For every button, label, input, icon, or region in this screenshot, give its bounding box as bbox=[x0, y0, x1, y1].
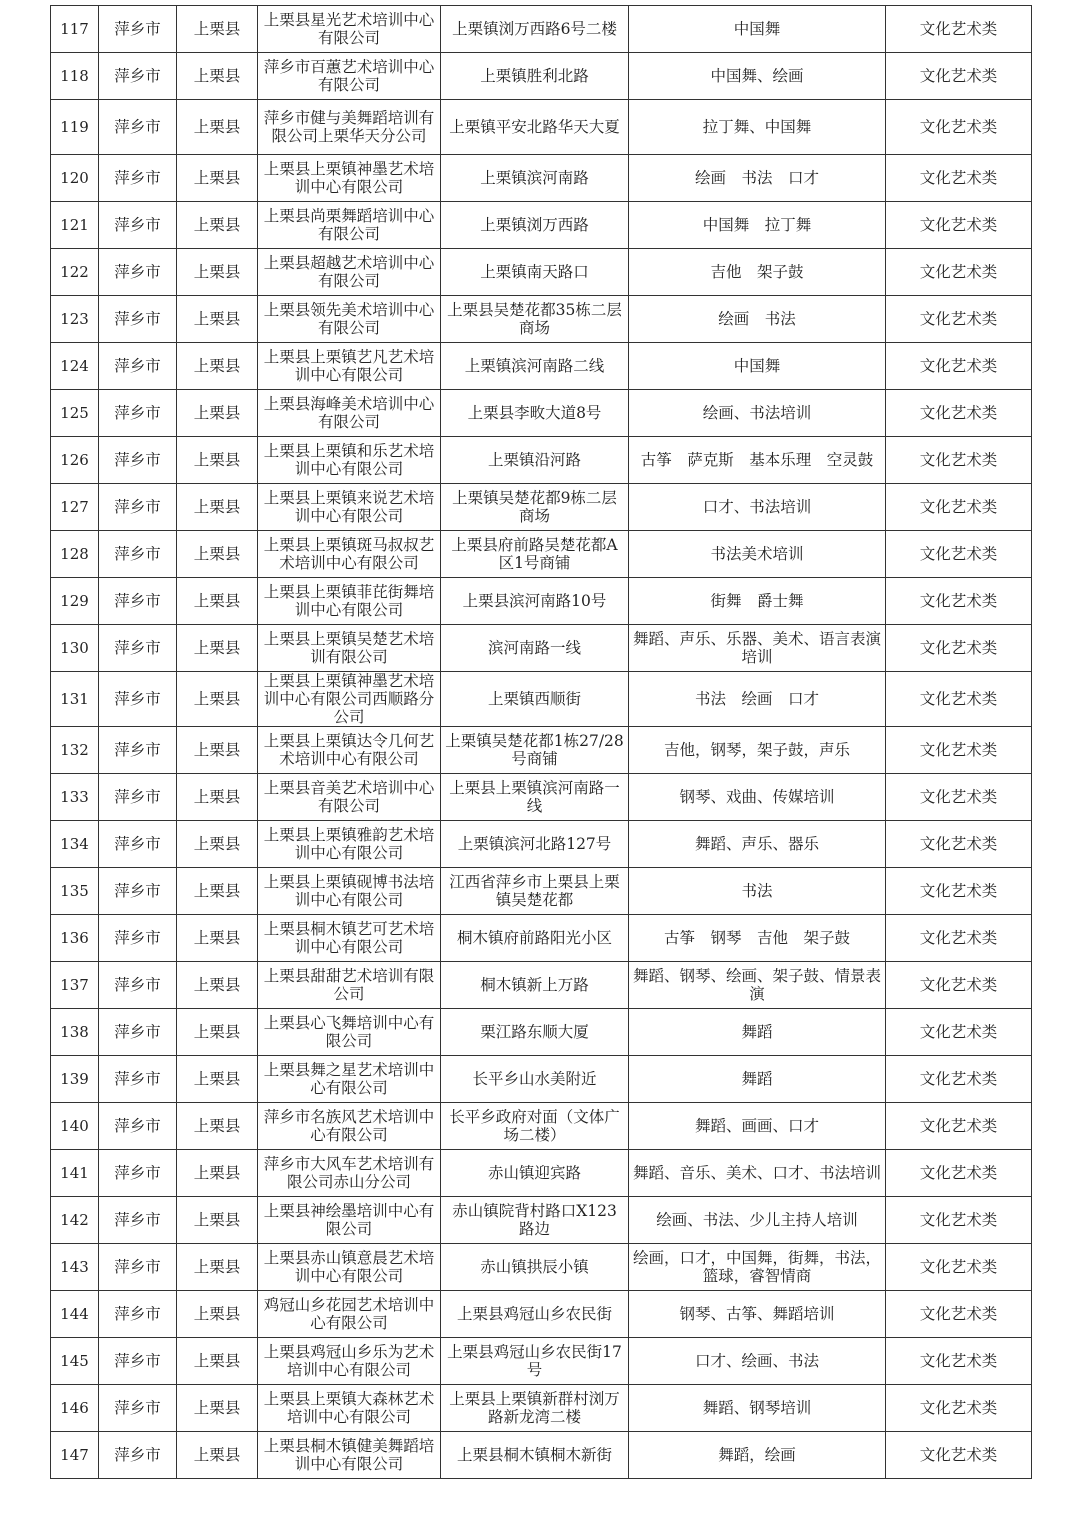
cell-county: 上栗县 bbox=[177, 249, 258, 296]
cell-city: 萍乡市 bbox=[99, 625, 177, 672]
cell-training-content: 吉他，钢琴，架子鼓，声乐 bbox=[629, 727, 886, 774]
cell-category: 文化艺术类 bbox=[886, 100, 1032, 155]
cell-institution-name: 上栗县上栗镇达令几何艺术培训中心有限公司 bbox=[258, 727, 441, 774]
cell-city: 萍乡市 bbox=[99, 821, 177, 868]
cell-city: 萍乡市 bbox=[99, 1432, 177, 1479]
cell-row-number: 131 bbox=[51, 672, 99, 727]
cell-address: 长平乡山水美附近 bbox=[441, 1056, 629, 1103]
cell-category: 文化艺术类 bbox=[886, 868, 1032, 915]
cell-institution-name: 上栗县甜甜艺术培训有限公司 bbox=[258, 962, 441, 1009]
cell-institution-name: 上栗县上栗镇和乐艺术培训中心有限公司 bbox=[258, 437, 441, 484]
cell-training-content: 书法美术培训 bbox=[629, 531, 886, 578]
cell-county: 上栗县 bbox=[177, 53, 258, 100]
cell-city: 萍乡市 bbox=[99, 774, 177, 821]
cell-city: 萍乡市 bbox=[99, 202, 177, 249]
cell-institution-name: 上栗县上栗镇艺凡艺术培训中心有限公司 bbox=[258, 343, 441, 390]
cell-city: 萍乡市 bbox=[99, 6, 177, 53]
table-row bbox=[51, 1056, 1032, 1103]
cell-row-number: 134 bbox=[51, 821, 99, 868]
cell-row-number: 147 bbox=[51, 1432, 99, 1479]
cell-training-content: 口才、绘画、书法 bbox=[629, 1338, 886, 1385]
cell-institution-name: 上栗县上栗镇神墨艺术培训中心有限公司 bbox=[258, 155, 441, 202]
cell-row-number: 144 bbox=[51, 1291, 99, 1338]
cell-training-content: 口才、书法培训 bbox=[629, 484, 886, 531]
cell-category: 文化艺术类 bbox=[886, 578, 1032, 625]
cell-institution-name: 萍乡市健与美舞蹈培训有限公司上栗华天分公司 bbox=[258, 100, 441, 155]
cell-county: 上栗县 bbox=[177, 1385, 258, 1432]
cell-address: 赤山镇拱辰小镇 bbox=[441, 1244, 629, 1291]
cell-training-content: 绘画、书法培训 bbox=[629, 390, 886, 437]
cell-row-number: 135 bbox=[51, 868, 99, 915]
cell-row-number: 138 bbox=[51, 1009, 99, 1056]
cell-city: 萍乡市 bbox=[99, 1338, 177, 1385]
cell-institution-name: 上栗县赤山镇意晨艺术培训中心有限公司 bbox=[258, 1244, 441, 1291]
cell-category: 文化艺术类 bbox=[886, 249, 1032, 296]
cell-address: 上栗镇沿河路 bbox=[441, 437, 629, 484]
cell-city: 萍乡市 bbox=[99, 578, 177, 625]
cell-institution-name: 鸡冠山乡花园艺术培训中心有限公司 bbox=[258, 1291, 441, 1338]
cell-institution-name: 上栗县上栗镇菲芘街舞培训中心有限公司 bbox=[258, 578, 441, 625]
cell-training-content: 舞蹈，绘画 bbox=[629, 1432, 886, 1479]
table-row bbox=[51, 1244, 1032, 1291]
cell-institution-name: 上栗县领先美术培训中心有限公司 bbox=[258, 296, 441, 343]
cell-county: 上栗县 bbox=[177, 531, 258, 578]
cell-county: 上栗县 bbox=[177, 1338, 258, 1385]
cell-row-number: 124 bbox=[51, 343, 99, 390]
cell-row-number: 139 bbox=[51, 1056, 99, 1103]
cell-row-number: 126 bbox=[51, 437, 99, 484]
table-row bbox=[51, 6, 1032, 53]
cell-row-number: 136 bbox=[51, 915, 99, 962]
cell-row-number: 120 bbox=[51, 155, 99, 202]
cell-training-content: 拉丁舞、中国舞 bbox=[629, 100, 886, 155]
cell-institution-name: 上栗县上栗镇吴楚艺术培训有限公司 bbox=[258, 625, 441, 672]
table-row bbox=[51, 625, 1032, 672]
cell-city: 萍乡市 bbox=[99, 53, 177, 100]
cell-institution-name: 上栗县桐木镇健美舞蹈培训中心有限公司 bbox=[258, 1432, 441, 1479]
cell-county: 上栗县 bbox=[177, 484, 258, 531]
cell-category: 文化艺术类 bbox=[886, 1432, 1032, 1479]
cell-category: 文化艺术类 bbox=[886, 821, 1032, 868]
cell-row-number: 119 bbox=[51, 100, 99, 155]
cell-county: 上栗县 bbox=[177, 578, 258, 625]
cell-training-content: 书法 bbox=[629, 868, 886, 915]
cell-training-content: 中国舞 bbox=[629, 343, 886, 390]
cell-training-content: 舞蹈、音乐、美术、口才、书法培训 bbox=[629, 1150, 886, 1197]
cell-city: 萍乡市 bbox=[99, 727, 177, 774]
cell-row-number: 122 bbox=[51, 249, 99, 296]
cell-county: 上栗县 bbox=[177, 774, 258, 821]
cell-address: 滨河南路一线 bbox=[441, 625, 629, 672]
cell-category: 文化艺术类 bbox=[886, 53, 1032, 100]
cell-county: 上栗县 bbox=[177, 202, 258, 249]
cell-category: 文化艺术类 bbox=[886, 202, 1032, 249]
cell-address: 上栗县吴楚花都35栋二层商场 bbox=[441, 296, 629, 343]
cell-category: 文化艺术类 bbox=[886, 1150, 1032, 1197]
cell-address: 上栗县鸡冠山乡农民街17号 bbox=[441, 1338, 629, 1385]
cell-city: 萍乡市 bbox=[99, 249, 177, 296]
table-row bbox=[51, 1291, 1032, 1338]
cell-row-number: 123 bbox=[51, 296, 99, 343]
cell-address: 上栗镇浏万西路6号二楼 bbox=[441, 6, 629, 53]
cell-training-content: 舞蹈、声乐、器乐 bbox=[629, 821, 886, 868]
table-row bbox=[51, 202, 1032, 249]
table-row bbox=[51, 249, 1032, 296]
cell-address: 上栗镇滨河北路127号 bbox=[441, 821, 629, 868]
cell-training-content: 书法 绘画 口才 bbox=[629, 672, 886, 727]
cell-institution-name: 上栗县音美艺术培训中心有限公司 bbox=[258, 774, 441, 821]
cell-row-number: 127 bbox=[51, 484, 99, 531]
table-row bbox=[51, 296, 1032, 343]
cell-city: 萍乡市 bbox=[99, 531, 177, 578]
cell-training-content: 钢琴、古筝、舞蹈培训 bbox=[629, 1291, 886, 1338]
cell-county: 上栗县 bbox=[177, 625, 258, 672]
cell-address: 长平乡政府对面（文体广场二楼） bbox=[441, 1103, 629, 1150]
cell-city: 萍乡市 bbox=[99, 437, 177, 484]
cell-row-number: 117 bbox=[51, 6, 99, 53]
cell-address: 上栗镇滨河南路 bbox=[441, 155, 629, 202]
cell-training-content: 舞蹈 bbox=[629, 1056, 886, 1103]
cell-training-content: 绘画，口才，中国舞，街舞，书法，篮球，睿智情商 bbox=[629, 1244, 886, 1291]
cell-address: 上栗镇南天路口 bbox=[441, 249, 629, 296]
table-row bbox=[51, 1432, 1032, 1479]
cell-county: 上栗县 bbox=[177, 437, 258, 484]
cell-training-content: 街舞 爵士舞 bbox=[629, 578, 886, 625]
cell-training-content: 舞蹈、钢琴、绘画、架子鼓、情景表演 bbox=[629, 962, 886, 1009]
cell-city: 萍乡市 bbox=[99, 1056, 177, 1103]
cell-category: 文化艺术类 bbox=[886, 1056, 1032, 1103]
cell-county: 上栗县 bbox=[177, 155, 258, 202]
cell-address: 上栗镇吴楚花都9栋二层商场 bbox=[441, 484, 629, 531]
table-row bbox=[51, 1385, 1032, 1432]
cell-county: 上栗县 bbox=[177, 100, 258, 155]
cell-county: 上栗县 bbox=[177, 1432, 258, 1479]
cell-row-number: 146 bbox=[51, 1385, 99, 1432]
table-row bbox=[51, 672, 1032, 727]
cell-row-number: 132 bbox=[51, 727, 99, 774]
cell-institution-name: 上栗县海峰美术培训中心有限公司 bbox=[258, 390, 441, 437]
cell-address: 赤山镇迎宾路 bbox=[441, 1150, 629, 1197]
cell-category: 文化艺术类 bbox=[886, 155, 1032, 202]
cell-address: 上栗镇浏万西路 bbox=[441, 202, 629, 249]
cell-county: 上栗县 bbox=[177, 727, 258, 774]
cell-category: 文化艺术类 bbox=[886, 437, 1032, 484]
cell-county: 上栗县 bbox=[177, 296, 258, 343]
cell-city: 萍乡市 bbox=[99, 484, 177, 531]
cell-training-content: 舞蹈、钢琴培训 bbox=[629, 1385, 886, 1432]
cell-institution-name: 上栗县上栗镇砚博书法培训中心有限公司 bbox=[258, 868, 441, 915]
cell-training-content: 古筝 钢琴 吉他 架子鼓 bbox=[629, 915, 886, 962]
institution-table bbox=[50, 5, 1032, 1479]
table-row bbox=[51, 1338, 1032, 1385]
cell-row-number: 142 bbox=[51, 1197, 99, 1244]
cell-address: 上栗县上栗镇新群村浏万路新龙湾二楼 bbox=[441, 1385, 629, 1432]
cell-city: 萍乡市 bbox=[99, 343, 177, 390]
cell-address: 上栗县鸡冠山乡农民街 bbox=[441, 1291, 629, 1338]
table-row bbox=[51, 915, 1032, 962]
cell-institution-name: 上栗县上栗镇大森林艺术培训中心有限公司 bbox=[258, 1385, 441, 1432]
cell-address: 上栗县桐木镇桐木新街 bbox=[441, 1432, 629, 1479]
cell-address: 上栗镇胜利北路 bbox=[441, 53, 629, 100]
cell-address: 桐木镇府前路阳光小区 bbox=[441, 915, 629, 962]
table-row bbox=[51, 1197, 1032, 1244]
cell-institution-name: 上栗县上栗镇神墨艺术培训中心有限公司西顺路分公司 bbox=[258, 672, 441, 727]
cell-category: 文化艺术类 bbox=[886, 1103, 1032, 1150]
cell-county: 上栗县 bbox=[177, 1150, 258, 1197]
cell-county: 上栗县 bbox=[177, 1103, 258, 1150]
cell-training-content: 绘画 书法 bbox=[629, 296, 886, 343]
cell-city: 萍乡市 bbox=[99, 100, 177, 155]
cell-training-content: 舞蹈、声乐、乐器、美术、语言表演培训 bbox=[629, 625, 886, 672]
cell-category: 文化艺术类 bbox=[886, 296, 1032, 343]
cell-city: 萍乡市 bbox=[99, 296, 177, 343]
cell-category: 文化艺术类 bbox=[886, 915, 1032, 962]
cell-county: 上栗县 bbox=[177, 915, 258, 962]
cell-address: 上栗县李畋大道8号 bbox=[441, 390, 629, 437]
cell-county: 上栗县 bbox=[177, 1244, 258, 1291]
cell-address: 江西省萍乡市上栗县上栗镇吴楚花都 bbox=[441, 868, 629, 915]
cell-category: 文化艺术类 bbox=[886, 1197, 1032, 1244]
cell-city: 萍乡市 bbox=[99, 390, 177, 437]
table-row bbox=[51, 155, 1032, 202]
table-row bbox=[51, 390, 1032, 437]
cell-county: 上栗县 bbox=[177, 1291, 258, 1338]
cell-city: 萍乡市 bbox=[99, 1103, 177, 1150]
table-row bbox=[51, 727, 1032, 774]
cell-county: 上栗县 bbox=[177, 343, 258, 390]
cell-row-number: 129 bbox=[51, 578, 99, 625]
cell-county: 上栗县 bbox=[177, 962, 258, 1009]
cell-category: 文化艺术类 bbox=[886, 672, 1032, 727]
cell-county: 上栗县 bbox=[177, 868, 258, 915]
cell-city: 萍乡市 bbox=[99, 672, 177, 727]
cell-address: 上栗镇滨河南路二线 bbox=[441, 343, 629, 390]
cell-city: 萍乡市 bbox=[99, 1291, 177, 1338]
cell-category: 文化艺术类 bbox=[886, 1244, 1032, 1291]
cell-row-number: 128 bbox=[51, 531, 99, 578]
cell-address: 栗江路东顺大厦 bbox=[441, 1009, 629, 1056]
cell-county: 上栗县 bbox=[177, 1056, 258, 1103]
cell-category: 文化艺术类 bbox=[886, 962, 1032, 1009]
cell-institution-name: 萍乡市大风车艺术培训有限公司赤山分公司 bbox=[258, 1150, 441, 1197]
cell-city: 萍乡市 bbox=[99, 1197, 177, 1244]
cell-training-content: 绘画 书法 口才 bbox=[629, 155, 886, 202]
table-row bbox=[51, 484, 1032, 531]
table-row bbox=[51, 774, 1032, 821]
cell-institution-name: 上栗县上栗镇斑马叔叔艺术培训中心有限公司 bbox=[258, 531, 441, 578]
table-row bbox=[51, 343, 1032, 390]
table-row bbox=[51, 578, 1032, 625]
cell-address: 上栗镇西顺街 bbox=[441, 672, 629, 727]
cell-training-content: 古筝 萨克斯 基本乐理 空灵鼓 bbox=[629, 437, 886, 484]
table-row bbox=[51, 100, 1032, 155]
cell-city: 萍乡市 bbox=[99, 1244, 177, 1291]
cell-row-number: 130 bbox=[51, 625, 99, 672]
cell-row-number: 133 bbox=[51, 774, 99, 821]
cell-city: 萍乡市 bbox=[99, 1385, 177, 1432]
cell-category: 文化艺术类 bbox=[886, 1385, 1032, 1432]
cell-category: 文化艺术类 bbox=[886, 343, 1032, 390]
table-row bbox=[51, 1009, 1032, 1056]
cell-institution-name: 上栗县舞之星艺术培训中心有限公司 bbox=[258, 1056, 441, 1103]
table-row bbox=[51, 1103, 1032, 1150]
cell-row-number: 141 bbox=[51, 1150, 99, 1197]
cell-city: 萍乡市 bbox=[99, 1150, 177, 1197]
table-row bbox=[51, 1150, 1032, 1197]
cell-county: 上栗县 bbox=[177, 672, 258, 727]
cell-county: 上栗县 bbox=[177, 6, 258, 53]
cell-institution-name: 上栗县心飞舞培训中心有限公司 bbox=[258, 1009, 441, 1056]
cell-county: 上栗县 bbox=[177, 821, 258, 868]
cell-address: 桐木镇新上万路 bbox=[441, 962, 629, 1009]
table-row bbox=[51, 821, 1032, 868]
cell-address: 赤山镇院背村路口X123路边 bbox=[441, 1197, 629, 1244]
cell-category: 文化艺术类 bbox=[886, 727, 1032, 774]
cell-county: 上栗县 bbox=[177, 1009, 258, 1056]
cell-row-number: 145 bbox=[51, 1338, 99, 1385]
cell-training-content: 钢琴、戏曲、传媒培训 bbox=[629, 774, 886, 821]
cell-row-number: 143 bbox=[51, 1244, 99, 1291]
table-row bbox=[51, 53, 1032, 100]
cell-address: 上栗县滨河南路10号 bbox=[441, 578, 629, 625]
cell-city: 萍乡市 bbox=[99, 915, 177, 962]
cell-address: 上栗镇吴楚花都1栋27/28号商铺 bbox=[441, 727, 629, 774]
cell-row-number: 118 bbox=[51, 53, 99, 100]
cell-training-content: 中国舞、绘画 bbox=[629, 53, 886, 100]
cell-institution-name: 上栗县尚栗舞蹈培训中心有限公司 bbox=[258, 202, 441, 249]
cell-training-content: 绘画、书法、少儿主持人培训 bbox=[629, 1197, 886, 1244]
cell-address: 上栗镇平安北路华天大夏 bbox=[441, 100, 629, 155]
cell-category: 文化艺术类 bbox=[886, 774, 1032, 821]
cell-row-number: 137 bbox=[51, 962, 99, 1009]
table-row bbox=[51, 531, 1032, 578]
cell-city: 萍乡市 bbox=[99, 1009, 177, 1056]
table-row bbox=[51, 437, 1032, 484]
cell-training-content: 舞蹈 bbox=[629, 1009, 886, 1056]
table-row bbox=[51, 868, 1032, 915]
table-body bbox=[51, 6, 1032, 1479]
cell-row-number: 125 bbox=[51, 390, 99, 437]
table-row bbox=[51, 962, 1032, 1009]
cell-training-content: 舞蹈、画画、口才 bbox=[629, 1103, 886, 1150]
cell-institution-name: 上栗县鸡冠山乡乐为艺术培训中心有限公司 bbox=[258, 1338, 441, 1385]
cell-city: 萍乡市 bbox=[99, 962, 177, 1009]
cell-category: 文化艺术类 bbox=[886, 484, 1032, 531]
cell-institution-name: 萍乡市名族风艺术培训中心有限公司 bbox=[258, 1103, 441, 1150]
cell-category: 文化艺术类 bbox=[886, 1291, 1032, 1338]
cell-institution-name: 上栗县星光艺术培训中心有限公司 bbox=[258, 6, 441, 53]
cell-institution-name: 上栗县超越艺术培训中心有限公司 bbox=[258, 249, 441, 296]
cell-training-content: 中国舞 bbox=[629, 6, 886, 53]
cell-county: 上栗县 bbox=[177, 1197, 258, 1244]
cell-row-number: 140 bbox=[51, 1103, 99, 1150]
cell-category: 文化艺术类 bbox=[886, 531, 1032, 578]
cell-institution-name: 上栗县神绘墨培训中心有限公司 bbox=[258, 1197, 441, 1244]
cell-city: 萍乡市 bbox=[99, 868, 177, 915]
cell-category: 文化艺术类 bbox=[886, 1009, 1032, 1056]
cell-row-number: 121 bbox=[51, 202, 99, 249]
cell-institution-name: 上栗县上栗镇来说艺术培训中心有限公司 bbox=[258, 484, 441, 531]
cell-category: 文化艺术类 bbox=[886, 1338, 1032, 1385]
cell-category: 文化艺术类 bbox=[886, 625, 1032, 672]
cell-category: 文化艺术类 bbox=[886, 390, 1032, 437]
cell-institution-name: 上栗县桐木镇艺可艺术培训中心有限公司 bbox=[258, 915, 441, 962]
cell-county: 上栗县 bbox=[177, 390, 258, 437]
cell-address: 上栗县上栗镇滨河南路一线 bbox=[441, 774, 629, 821]
cell-city: 萍乡市 bbox=[99, 155, 177, 202]
cell-training-content: 中国舞 拉丁舞 bbox=[629, 202, 886, 249]
cell-institution-name: 萍乡市百蕙艺术培训中心有限公司 bbox=[258, 53, 441, 100]
cell-training-content: 吉他 架子鼓 bbox=[629, 249, 886, 296]
cell-category: 文化艺术类 bbox=[886, 6, 1032, 53]
cell-address: 上栗县府前路吴楚花都A区1号商铺 bbox=[441, 531, 629, 578]
cell-institution-name: 上栗县上栗镇雅韵艺术培训中心有限公司 bbox=[258, 821, 441, 868]
